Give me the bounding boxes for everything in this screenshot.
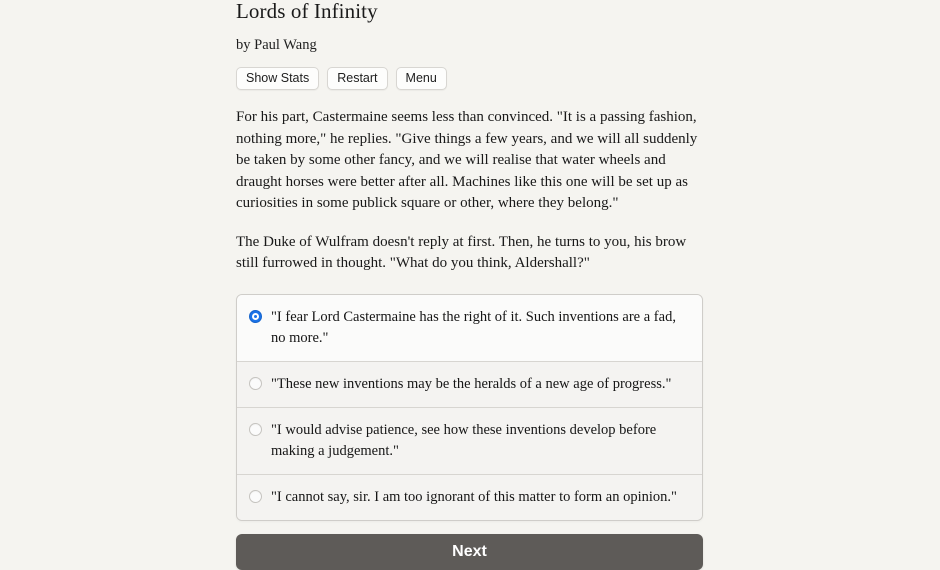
next-button[interactable]: Next [236, 534, 703, 570]
choice-label: "I cannot say, sir. I am too ignorant of this matter to form an opinion." [271, 488, 677, 505]
page-title: Lords of Infinity [236, 0, 378, 23]
restart-button[interactable]: Restart [327, 67, 387, 90]
radio-icon[interactable] [249, 423, 262, 436]
story-paragraph-1: For his part, Castermaine seems less than convinced. "It is a passing fashion, nothing more," he replies. "Give things a few years, and we will all suddenly be taken by some other fancy, and we will realise that water wheels and draught horses were better after all. Machines like this one will be set up as curiosities in some publick square or other, where they belong." [236, 109, 698, 211]
choice-option-1[interactable] [237, 295, 702, 362]
choice-label: "I would advise patience, see how these inventions develop before making a judgement." [271, 421, 657, 459]
toolbar [236, 67, 703, 90]
choice-label: "I fear Lord Castermaine has the right of it. Such inventions are a fad, no more." [271, 308, 676, 346]
menu-button[interactable]: Menu [396, 67, 447, 90]
radio-icon-selected[interactable] [249, 310, 262, 323]
story-paragraph-2: The Duke of Wulfram doesn't reply at first. Then, he turns to you, his brow still furrowed in thought. "What do you think, Aldershall?" [236, 233, 687, 271]
author-byline: by Paul Wang [236, 37, 317, 53]
choice-option-4[interactable] [237, 475, 702, 520]
choice-list [236, 294, 703, 521]
choice-option-2[interactable] [237, 362, 702, 408]
radio-icon[interactable] [249, 377, 262, 390]
radio-icon[interactable] [249, 490, 262, 503]
show-stats-button[interactable]: Show Stats [236, 67, 319, 90]
choice-option-3[interactable] [237, 408, 702, 475]
content-column [236, 0, 703, 570]
choice-label: "These new inventions may be the heralds of a new age of progress." [271, 375, 672, 392]
